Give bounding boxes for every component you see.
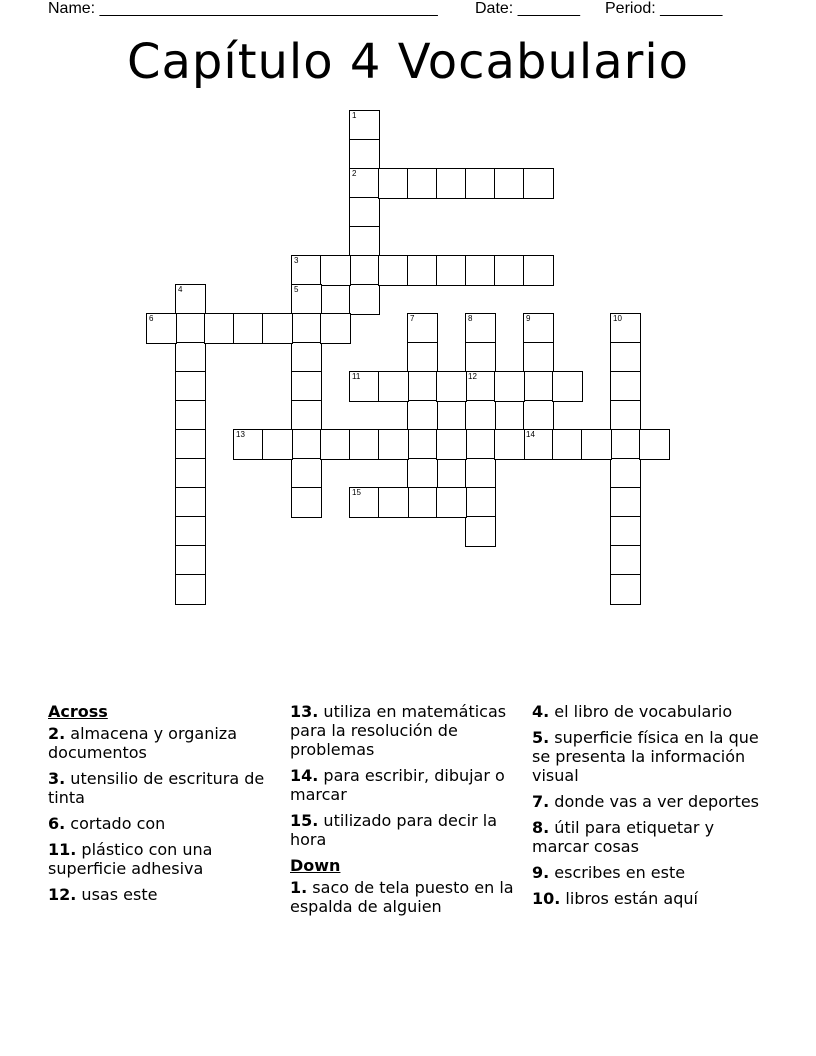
- crossword-cell[interactable]: [349, 110, 380, 141]
- crossword-cell[interactable]: [175, 342, 206, 373]
- crossword-cell[interactable]: [233, 429, 264, 460]
- crossword-cell[interactable]: [552, 429, 583, 460]
- crossword-cell[interactable]: [349, 371, 380, 402]
- crossword-cell[interactable]: [291, 458, 322, 489]
- crossword-cell[interactable]: [610, 429, 641, 460]
- clue-down-9: [532, 863, 760, 882]
- clue-number-label: 5: [294, 285, 299, 294]
- crossword-cell[interactable]: [349, 226, 380, 257]
- crossword-cell[interactable]: [349, 487, 380, 518]
- crossword-cell[interactable]: [610, 400, 641, 431]
- crossword-cell[interactable]: [175, 400, 206, 431]
- crossword-cell[interactable]: [349, 255, 380, 286]
- crossword-cell[interactable]: [523, 400, 554, 431]
- crossword-cell[interactable]: [610, 458, 641, 489]
- clue-across-14: [290, 766, 518, 804]
- crossword-cell[interactable]: [465, 400, 496, 431]
- crossword-cell[interactable]: [291, 429, 322, 460]
- clue-text: utiliza en matemáticas para la resolución de problemas: [290, 702, 507, 759]
- crossword-cell[interactable]: [175, 487, 206, 518]
- crossword-cell[interactable]: [407, 255, 438, 286]
- clue-down-5: [532, 728, 760, 785]
- clue-down-8: [532, 818, 760, 856]
- crossword-cell[interactable]: [465, 255, 496, 286]
- crossword-cell[interactable]: [436, 371, 467, 402]
- crossword-cell[interactable]: [291, 255, 322, 286]
- clue-across-3: [48, 769, 276, 807]
- crossword-cell[interactable]: [494, 255, 525, 286]
- clue-number-label: 10: [613, 314, 622, 323]
- crossword-cell[interactable]: [349, 284, 380, 315]
- clue-number-label: 4: [178, 285, 183, 294]
- down-heading: Down: [290, 856, 341, 875]
- clue-number-label: 6: [149, 314, 154, 323]
- period-field-label: Period: _______: [605, 0, 723, 17]
- crossword-cell[interactable]: [436, 429, 467, 460]
- clue-across-12: [48, 885, 276, 904]
- crossword-cell[interactable]: [407, 371, 438, 402]
- crossword-cell[interactable]: [262, 313, 293, 344]
- crossword-cell[interactable]: [175, 284, 206, 315]
- clue-number: 4.: [532, 702, 550, 721]
- crossword-cell[interactable]: [436, 487, 467, 518]
- clue-down-10: [532, 889, 760, 908]
- crossword-cell[interactable]: [407, 429, 438, 460]
- clue-number-label: 15: [352, 488, 361, 497]
- crossword-cell[interactable]: [610, 487, 641, 518]
- crossword-cell[interactable]: [610, 342, 641, 373]
- across-heading: Across: [48, 702, 108, 721]
- crossword-cell[interactable]: [175, 545, 206, 576]
- crossword-cell[interactable]: [523, 255, 554, 286]
- crossword-cell[interactable]: [436, 168, 467, 199]
- crossword-cell[interactable]: [407, 400, 438, 431]
- crossword-cell[interactable]: [639, 429, 670, 460]
- clue-text: utilizado para decir la hora: [290, 811, 497, 849]
- crossword-cell[interactable]: [523, 429, 554, 460]
- crossword-cell[interactable]: [610, 574, 641, 605]
- crossword-cell[interactable]: [291, 313, 322, 344]
- crossword-cell[interactable]: [465, 371, 496, 402]
- crossword-cell[interactable]: [291, 284, 322, 315]
- crossword-cell[interactable]: [465, 313, 496, 344]
- crossword-cell[interactable]: [175, 313, 206, 344]
- crossword-cell[interactable]: [233, 313, 264, 344]
- clue-down-1: [290, 878, 518, 916]
- crossword-cell[interactable]: [349, 139, 380, 170]
- clue-across-2: [48, 724, 276, 762]
- clue-number: 12.: [48, 885, 77, 904]
- crossword-cell[interactable]: [175, 574, 206, 605]
- crossword-cell[interactable]: [494, 168, 525, 199]
- crossword-cell[interactable]: [436, 255, 467, 286]
- crossword-cell[interactable]: [523, 168, 554, 199]
- clue-column-1: [48, 702, 276, 911]
- crossword-cell[interactable]: [349, 168, 380, 199]
- crossword-cell[interactable]: [175, 429, 206, 460]
- clue-number-label: 2: [352, 169, 357, 178]
- crossword-cell[interactable]: [262, 429, 293, 460]
- crossword-cell[interactable]: [378, 429, 409, 460]
- crossword-cell[interactable]: [407, 313, 438, 344]
- clue-text: útil para etiquetar y marcar cosas: [532, 818, 715, 856]
- crossword-cell[interactable]: [146, 313, 177, 344]
- clue-across-15: [290, 811, 518, 849]
- crossword-cell[interactable]: [610, 516, 641, 547]
- crossword-cell[interactable]: [465, 429, 496, 460]
- crossword-cell[interactable]: [175, 458, 206, 489]
- crossword-cell[interactable]: [610, 313, 641, 344]
- clue-number: 8.: [532, 818, 550, 837]
- crossword-cell[interactable]: [407, 342, 438, 373]
- clue-text: para escribir, dibujar o marcar: [290, 766, 505, 804]
- clue-number-label: 11: [352, 372, 361, 381]
- crossword-cell[interactable]: [465, 458, 496, 489]
- crossword-cell[interactable]: [494, 429, 525, 460]
- crossword-cell[interactable]: [320, 429, 351, 460]
- clue-number-label: 9: [526, 314, 531, 323]
- crossword-cell[interactable]: [610, 371, 641, 402]
- crossword-cell[interactable]: [320, 255, 351, 286]
- clue-text: escribes en este: [549, 863, 686, 882]
- crossword-cell[interactable]: [465, 516, 496, 547]
- clue-number-label: 7: [410, 314, 415, 323]
- clue-column-2: [290, 702, 518, 923]
- clue-number: 10.: [532, 889, 561, 908]
- crossword-cell[interactable]: [523, 342, 554, 373]
- crossword-cell[interactable]: [291, 371, 322, 402]
- clue-number-label: 13: [236, 430, 245, 439]
- clue-number: 1.: [290, 878, 308, 897]
- date-field-label: Date: _______: [475, 0, 580, 17]
- crossword-cell[interactable]: [552, 371, 583, 402]
- crossword-cell[interactable]: [523, 371, 554, 402]
- crossword-cell[interactable]: [204, 313, 235, 344]
- crossword-cell[interactable]: [175, 371, 206, 402]
- crossword-cell[interactable]: [581, 429, 612, 460]
- clue-number: 13.: [290, 702, 319, 721]
- clue-number-label: 14: [526, 430, 535, 439]
- crossword-cell[interactable]: [465, 342, 496, 373]
- clue-text: donde vas a ver deportes: [549, 792, 760, 811]
- clue-number: 11.: [48, 840, 77, 859]
- crossword-cell[interactable]: [407, 458, 438, 489]
- name-field-label: Name: ______________________________________: [48, 0, 438, 17]
- clue-number: 2.: [48, 724, 66, 743]
- clue-number: 15.: [290, 811, 319, 830]
- clue-across-11: [48, 840, 276, 878]
- clue-text: usas este: [76, 885, 158, 904]
- clue-text: utensilio de escritura de tinta: [48, 769, 265, 807]
- clue-text: libros están aquí: [560, 889, 698, 908]
- crossword-cell[interactable]: [378, 255, 409, 286]
- clue-number-label: 1: [352, 111, 357, 120]
- clue-number: 5.: [532, 728, 550, 747]
- clue-column-3: [532, 702, 760, 915]
- crossword-cell[interactable]: [320, 313, 351, 344]
- crossword-cell[interactable]: [465, 168, 496, 199]
- crossword-cell[interactable]: [349, 197, 380, 228]
- crossword-cell[interactable]: [378, 371, 409, 402]
- crossword-cell[interactable]: [407, 487, 438, 518]
- clue-text: cortado con: [65, 814, 166, 833]
- clue-across-6: [48, 814, 276, 833]
- crossword-cell[interactable]: [610, 545, 641, 576]
- clue-text: superficie física en la que se presenta la información visual: [532, 728, 759, 785]
- clue-text: saco de tela puesto en la espalda de alguien: [290, 878, 514, 916]
- crossword-cell[interactable]: [494, 371, 525, 402]
- clue-number-label: 3: [294, 256, 299, 265]
- clue-down-4: [532, 702, 760, 721]
- clue-text: el libro de vocabulario: [549, 702, 733, 721]
- crossword-cell[interactable]: [291, 487, 322, 518]
- crossword-cell[interactable]: [378, 168, 409, 199]
- clue-number: 9.: [532, 863, 550, 882]
- crossword-cell[interactable]: [465, 487, 496, 518]
- crossword-cell[interactable]: [175, 516, 206, 547]
- clue-down-7: [532, 792, 760, 811]
- clue-number: 3.: [48, 769, 66, 788]
- crossword-cell[interactable]: [291, 400, 322, 431]
- clue-across-13: [290, 702, 518, 759]
- clue-text: almacena y organiza documentos: [48, 724, 238, 762]
- clue-text: plástico con una superficie adhesiva: [48, 840, 213, 878]
- crossword-cell[interactable]: [291, 342, 322, 373]
- clue-number-label: 8: [468, 314, 473, 323]
- crossword-cell[interactable]: [407, 168, 438, 199]
- clue-number: 6.: [48, 814, 66, 833]
- crossword-cell[interactable]: [349, 429, 380, 460]
- page-title: Capítulo 4 Vocabulario: [126, 34, 690, 90]
- clue-number: 14.: [290, 766, 319, 785]
- crossword-cell[interactable]: [523, 313, 554, 344]
- clue-number: 7.: [532, 792, 550, 811]
- clue-number-label: 12: [468, 372, 477, 381]
- crossword-cell[interactable]: [378, 487, 409, 518]
